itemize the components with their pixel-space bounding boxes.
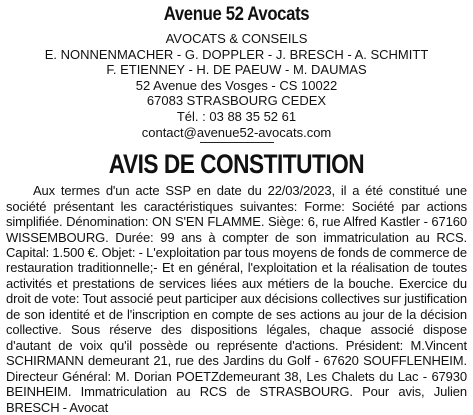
firm-subtitle: AVOCATS & CONSEILS xyxy=(165,31,308,46)
notice-body: Aux termes d'un acte SSP en date du 22/03/2023, il a été constitué une société présentant les caractéristiques suivantes: Forme: Société par actions simplifiée. Dénomination: ON S'EN FLAMME. Siège: 6, rue Alfred Kastler - 67160 WISSEMBOURG. Durée: 99 ans à compter de son immatriculation au RCS. Capital: 1.500 €. Objet: - L'exploitation par tous moyens de fonds de commerce de restauration traditionnelle;- Et en général, l'exploitation et la réalisation de toutes activités et prestations de services liées aux métiers de la bouche. Exercice du droit de vote: Tout associé peut participer aux décisions collectives sur justification de son identité et de l'inscription en compte de ses actions au jour de la décision collective. Sous réserve des dispositions légales, chaque associé dispose d'autant de voix qu'il possède ou représente d'actions. Président: M.Vincent SCHIRMANN demeurant 21, rue des Jardins du Golf - 67620 SOUFFLENHEIM. Directeur Général: M. Dorian POETZdemeurant 38, Les Chalets du Lac - 67930 BEINHEIM. Immatriculation au RCS de STRASBOURG. Pour avis, Julien BRESCH - Avocat xyxy=(6,183,467,415)
firm-address-line-2: 67083 STRASBOURG CEDEX xyxy=(146,93,327,109)
firm-phone: Tél. : 03 88 35 52 61 xyxy=(176,108,297,124)
firm-partners-line-2: F. ETIENNEY - H. DE PAEUW - M. DAUMAS xyxy=(106,62,367,78)
notice-title: AVIS DE CONSTITUTION xyxy=(108,149,365,180)
header-divider xyxy=(200,142,274,143)
firm-address-line-1: 52 Avenue des Vosges - CS 10022 xyxy=(135,77,338,93)
firm-header xyxy=(6,31,467,140)
firm-name: Avenue 52 Avocats xyxy=(163,4,310,25)
firm-email: contact@avenue52-avocats.com xyxy=(141,124,332,140)
firm-partners-line-1: E. NONNENMACHER - G. DOPPLER - J. BRESCH - A. SCHMITT xyxy=(44,46,429,62)
